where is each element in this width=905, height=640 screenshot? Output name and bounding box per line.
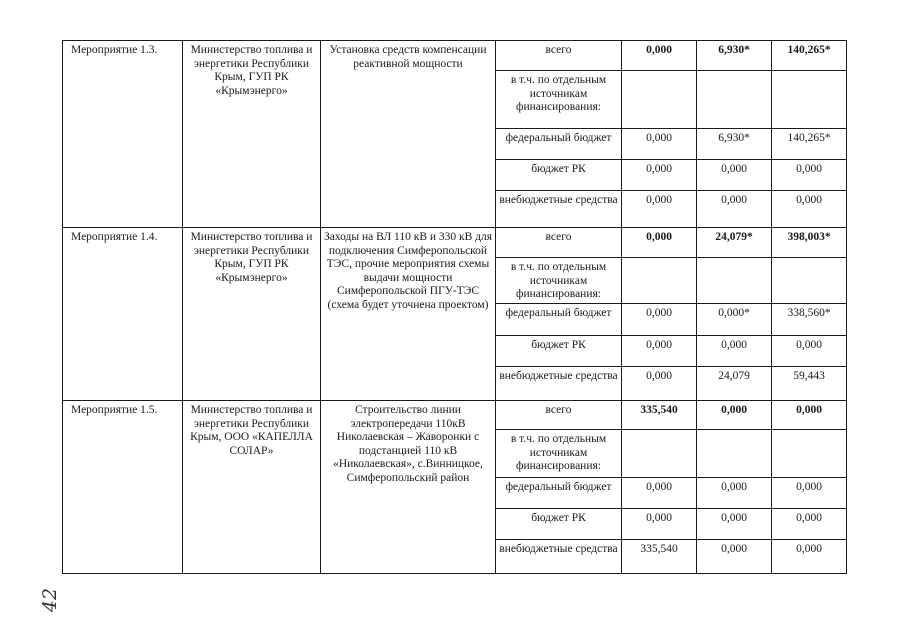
source-label-cell: в т.ч. по отдельным источникам финансирования: [496, 71, 622, 129]
amount-cell: 335,540 [622, 540, 697, 574]
amount-cell [622, 430, 697, 478]
amount-cell [697, 430, 772, 478]
amount-cell: 0,000* [697, 304, 772, 336]
amount-cell: 0,000 [772, 401, 847, 430]
amount-cell: 6,930* [697, 41, 772, 71]
amount-cell [772, 258, 847, 304]
amount-cell: 0,000 [622, 160, 697, 191]
description-cell: Заходы на ВЛ 110 кВ и 330 кВ для подключения Симферопольской ТЭС, прочие мероприятия схемы выдачи мощности Симферопольской ПГУ-ТЭС (схема будет уточнена проектом) [321, 228, 496, 401]
amount-cell: 0,000 [697, 160, 772, 191]
amount-cell: 0,000 [697, 540, 772, 574]
amount-cell: 0,000 [697, 191, 772, 228]
source-label-cell: федеральный бюджет [496, 304, 622, 336]
source-label-cell: внебюджетные средства [496, 540, 622, 574]
amount-cell: 0,000 [622, 191, 697, 228]
funding-table [62, 40, 847, 574]
amount-cell [697, 71, 772, 129]
description-cell: Строительство линии электропередачи 110кВ Николаевская – Жаворонки с подстанцией 110 кВ «Николаевская», с.Винницкое, Симферопольский район [321, 401, 496, 574]
amount-cell: 0,000 [622, 367, 697, 401]
source-label-cell: бюджет РК [496, 509, 622, 540]
amount-cell: 0,000 [622, 304, 697, 336]
amount-cell: 335,540 [622, 401, 697, 430]
page-number-mark: 42 [39, 587, 61, 613]
description-cell: Установка средств компенсации реактивной мощности [321, 41, 496, 228]
amount-cell: 0,000 [772, 540, 847, 574]
amount-cell: 140,265* [772, 129, 847, 160]
amount-cell: 0,000 [697, 401, 772, 430]
amount-cell: 0,000 [772, 336, 847, 367]
table-row [63, 401, 847, 430]
amount-cell: 140,265* [772, 41, 847, 71]
amount-cell: 6,930* [697, 129, 772, 160]
amount-cell: 0,000 [697, 336, 772, 367]
source-label-cell: федеральный бюджет [496, 129, 622, 160]
amount-cell: 0,000 [697, 509, 772, 540]
table-body [63, 41, 847, 574]
amount-cell: 0,000 [772, 191, 847, 228]
amount-cell [622, 258, 697, 304]
source-label-cell: всего [496, 41, 622, 71]
source-label-cell: федеральный бюджет [496, 478, 622, 509]
amount-cell: 0,000 [622, 129, 697, 160]
amount-cell: 0,000 [697, 478, 772, 509]
amount-cell: 0,000 [622, 478, 697, 509]
event-cell: Мероприятие 1.3. [63, 41, 183, 228]
event-cell: Мероприятие 1.4. [63, 228, 183, 401]
amount-cell: 0,000 [622, 228, 697, 258]
amount-cell: 24,079* [697, 228, 772, 258]
amount-cell: 0,000 [772, 160, 847, 191]
source-label-cell: бюджет РК [496, 160, 622, 191]
source-label-cell: в т.ч. по отдельным источникам финансирования: [496, 258, 622, 304]
amount-cell: 0,000 [772, 478, 847, 509]
amount-cell: 0,000 [622, 336, 697, 367]
amount-cell: 338,560* [772, 304, 847, 336]
responsible-cell: Министерство топлива и энергетики Республики Крым, ООО «КАПЕЛЛА СОЛАР» [183, 401, 321, 574]
amount-cell [772, 71, 847, 129]
amount-cell: 0,000 [622, 41, 697, 71]
source-label-cell: всего [496, 401, 622, 430]
responsible-cell: Министерство топлива и энергетики Республики Крым, ГУП РК «Крымэнерго» [183, 41, 321, 228]
table-row [63, 228, 847, 258]
amount-cell [697, 258, 772, 304]
source-label-cell: внебюджетные средства [496, 367, 622, 401]
table-row [63, 41, 847, 71]
amount-cell: 0,000 [772, 509, 847, 540]
source-label-cell: в т.ч. по отдельным источникам финансирования: [496, 430, 622, 478]
amount-cell: 398,003* [772, 228, 847, 258]
amount-cell: 0,000 [622, 509, 697, 540]
source-label-cell: всего [496, 228, 622, 258]
responsible-cell: Министерство топлива и энергетики Республики Крым, ГУП РК «Крымэнерго» [183, 228, 321, 401]
amount-cell [622, 71, 697, 129]
source-label-cell: бюджет РК [496, 336, 622, 367]
amount-cell [772, 430, 847, 478]
source-label-cell: внебюджетные средства [496, 191, 622, 228]
amount-cell: 24,079 [697, 367, 772, 401]
amount-cell: 59,443 [772, 367, 847, 401]
event-cell: Мероприятие 1.5. [63, 401, 183, 574]
